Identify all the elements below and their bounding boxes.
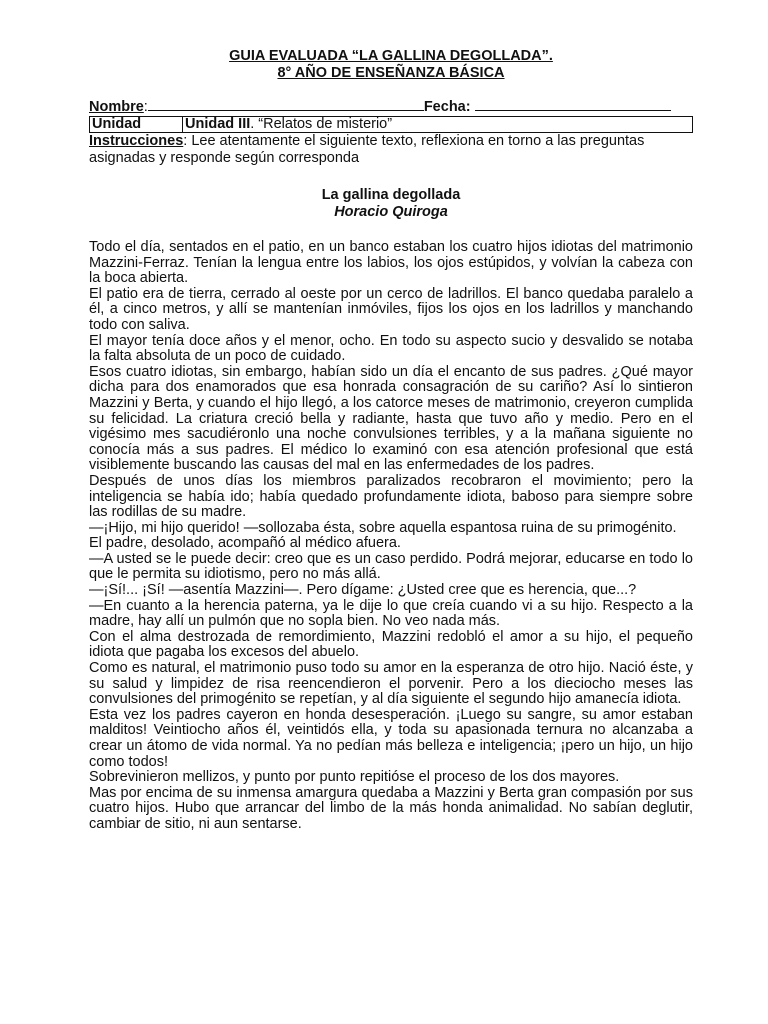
unit-value-rest: . “Relatos de misterio” [250, 116, 393, 132]
story-paragraph: —En cuanto a la herencia paterna, ya le dije lo que creía cuando vi a su hijo. Respecto a la madre, hay allí un pulmón que no sopla bien. No veo nada más. [89, 597, 693, 630]
story-paragraph: —¡Hijo, mi hijo querido! —sollozaba ésta, sobre aquella espantosa ruina de su primogénito. [89, 519, 677, 536]
worksheet-page [89, 48, 693, 833]
story-paragraph: Esos cuatro idiotas, sin embargo, habían sido un día el encanto de sus padres. ¿Qué mayor dicha para dos enamorados que esa honrada consagración de su cariño? Así lo sintieron Mazzini y Berta, y cuando el hijo llegó, a los catorce meses de matrimonio, creyeron cumplida su felicidad. La criatura creció bella y radiante, hasta que tuvo año y medio. Pero en el vigésimo mes sacudiéronlo una noche convulsiones terribles, y a la mañana siguiente no conocía más a sus padres. El médico lo examinó con esa atención profesional que está visiblemente buscando las causas del mal en las enfermedades de los padres. [89, 363, 693, 474]
story-paragraph: Como es natural, el matrimonio puso todo su amor en la esperanza de otro hijo. Nació éste, y su salud y limpidez de risa reencendieron el porvenir. Pero a los dieciocho meses las convulsiones del primogénito se repetían, y al día siguiente el segundo hijo amanecía idiota. [89, 660, 693, 708]
story-paragraph: El padre, desolado, acompañó al médico afuera. [89, 535, 401, 552]
story-paragraph: —A usted se le puede decir: creo que es un caso perdido. Podrá mejorar, educarse en todo lo que le permita su idiotismo, pero no más allá. [89, 550, 693, 583]
story-paragraph: Esta vez los padres cayeron en honda desesperación. ¡Luego su sangre, su amor estaban malditos! Veintiocho años él, veintidós ella, y toda su apasionada ternura no alcanzaba a crear un átomo de vida normal. Ya no pedían más belleza e inteligencia; ¡pero un hijo, un hijo como todos! [89, 706, 693, 770]
date-blank [475, 98, 671, 111]
story-paragraph: —¡Sí!... ¡Sí! —asentía Mazzini—. Pero dígame: ¿Usted cree que es herencia, que...? [89, 582, 637, 599]
story-title: La gallina degollada [321, 187, 461, 203]
story-paragraph: Todo el día, sentados en el patio, en un banco estaban los cuatro hijos idiotas del matrimonio Mazzini-Ferraz. Tenían la lengua entre los labios, los ojos estúpidos, y volvían la cabeza con la boca abierta. [89, 239, 693, 287]
unit-row [90, 117, 693, 133]
instructions-text: : Lee atentamente el siguiente texto, reflexiona en torno a las preguntas asignadas y responde según corresponda [89, 133, 645, 166]
story-paragraph: Después de unos días los miembros paralizados recobraron el movimiento; pero la inteligencia se había ido; había quedado profundamente idiota, baboso para siempre sobre las rodillas de su madre. [89, 472, 693, 521]
worksheet-subtitle: 8° AÑO DE ENSEÑANZA BÁSICA [277, 65, 505, 81]
name-label: Nombre [89, 99, 144, 115]
unit-value [183, 117, 693, 133]
instructions-label: Instrucciones [89, 133, 184, 149]
worksheet-title: GUIA EVALUADA “LA GALLINA DEGOLLADA”. [229, 48, 553, 64]
unit-value-bold: Unidad III [185, 116, 251, 132]
name-blank [148, 98, 424, 111]
date-label: Fecha: [423, 99, 471, 115]
story-paragraph: Sobrevinieron mellizos, y punto por punto repitióse el proceso de los dos mayores. [89, 769, 620, 786]
unit-label: Unidad [90, 117, 183, 133]
story-paragraph: El patio era de tierra, cerrado al oeste por un cerco de ladrillos. El banco quedaba paralelo a él, a cinco metros, y allí se mantenían inmóviles, fijos los ojos en los ladrillos y manchando todo con saliva. [89, 285, 693, 333]
name-date-line: Nombre: Fecha: [89, 98, 693, 116]
instructions [89, 133, 693, 167]
unit-table [89, 116, 693, 133]
story-author: Horacio Quiroga [334, 204, 448, 220]
story-paragraph: Con el alma destrozada de remordimiento, Mazzini redobló el amor a su hijo, el pequeño idiota que pagaba los excesos del abuelo. [89, 628, 693, 661]
story-paragraph: El mayor tenía doce años y el menor, ocho. En todo su aspecto sucio y desvalido se notaba la falta absoluta de un poco de cuidado. [89, 332, 693, 365]
story-paragraph: Mas por encima de su inmensa amargura quedaba a Mazzini y Berta gran compasión por sus cuatro hijos. Hubo que arrancar del limbo de la más honda animalidad. No sabían deglutir, cambiar de sitio, ni aun sentarse. [89, 784, 693, 832]
story-body [89, 240, 693, 833]
